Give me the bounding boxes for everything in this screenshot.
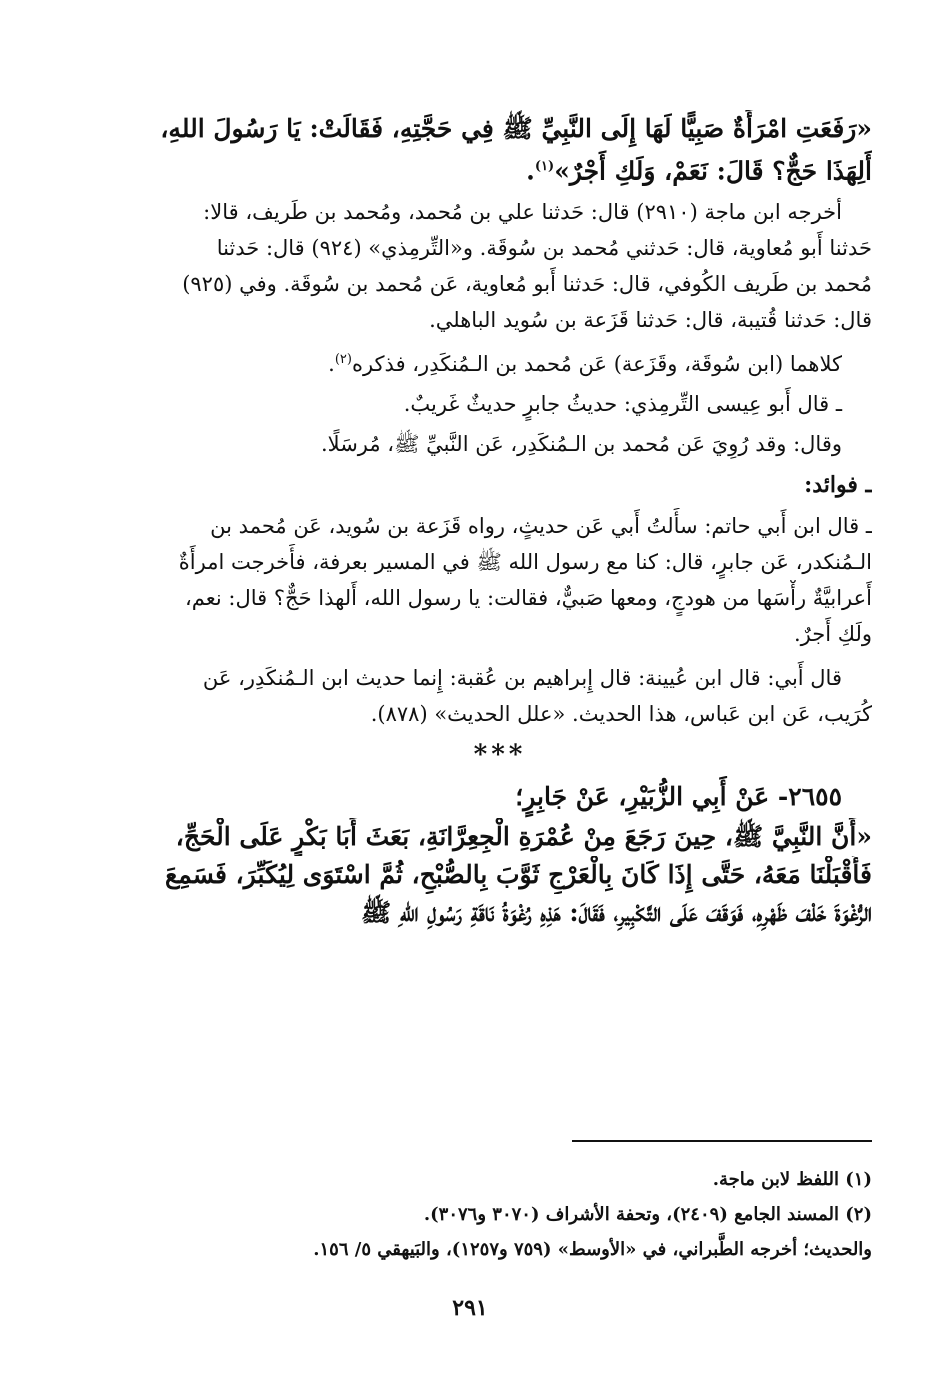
section-separator: ***: [473, 740, 527, 771]
takhrij-paragraph: [128, 194, 872, 338]
hadith-line: «رَفَعَتِ امْرَأَةٌ صَبِيًّا لَهَا إِلَى النَّبِيِّ ﷺ فِي حَجَّتِهِ، فَقَالَتْ: يَا رَسُولَ اللهِ،: [160, 114, 872, 143]
hadith-number-heading: ٢٦٥٥- عَنْ أَبِي الزُّبَيْرِ، عَنْ جَابِرٍ؛: [515, 782, 842, 812]
fawaid-line: ولَكِ أَجرٌ.: [794, 622, 872, 647]
abi-comment-line: قال أَبي: قال ابن عُيينة: قال إِبراهيم بن عُقبة: إِنما حديث ابن الـمُنكَدِر، عَن: [202, 666, 842, 691]
hadith-2655: [128, 776, 872, 932]
footnote-2: (٢) المسند الجامع (٢٤٠٩)، وتحفة الأشراف (٣٠٧٠ و٣٠٧٦).: [423, 1204, 872, 1225]
fawaid-paragraph: [128, 508, 872, 652]
hadith-line: فَأَقْبَلْنَا مَعَهُ، حَتَّى إِذَا كَانَ بِالْعَرْجِ ثَوَّبَ بِالصُّبْحِ، ثُمَّ اسْتَوَى لِيُكَبِّرَ، فَسَمِعَ: [164, 860, 872, 890]
tirmidhi-comment: ـ قال أَبو عِيسى التِّرمِذي: حديثُ جابرٍ حديثٌ غَريبٌ.: [403, 392, 842, 417]
footnote-divider: [572, 1140, 872, 1142]
footnote-ref[interactable]: (٢): [334, 352, 352, 368]
page-number: ٢٩١: [452, 1295, 488, 1321]
hadith-line: «أَنَّ النَّبِيَّ ﷺ، حِينَ رَجَعَ مِنْ عُمْرَةِ الْجِعِرَّانَةِ، بَعَثَ أَبَا بَكْرٍ عَلَى الْحَجِّ،: [175, 822, 872, 852]
page-body: [128, 110, 872, 932]
takhrij-line: قال: حَدثنا قُتيبة، قال: حَدثنا قَزَعة بن سُويد الباهلي.: [429, 308, 872, 333]
fawaid-heading: ـ فوائد:: [804, 472, 872, 499]
hadith-2654-matn: [128, 110, 872, 190]
hadith-line: [128, 148, 872, 190]
kilahuma-line: [128, 342, 872, 382]
footnotes: [128, 1162, 872, 1267]
kilahuma-end: .: [328, 352, 335, 377]
kilahuma-paragraph: [128, 342, 872, 382]
hadith-line: الرُّغْوَةَ خَلْفَ ظَهْرِهِ، فَوَقَفَ عَلَى التَّكْبِيرِ، فَقَالَ: هَذِهِ رُغْوَةُ نَاقَةِ رَسُولِ اللهِ ﷺ: [361, 898, 872, 928]
abi-comment-line: كُرَيب، عَن ابن عَباس، هذا الحديث. «علل الحديث» (٨٧٨).: [370, 702, 872, 727]
fawaid-line: أَعرابيَّةٌ رأْسَها من هودجٍ، ومعها صَبيٌّ، فقالت: يا رسول الله، أَلهذا حَجٌّ؟ قال: نعم،: [185, 586, 872, 611]
footnote-1: (١) اللفظ لابن ماجة.: [712, 1169, 872, 1190]
takhrij-line: أخرجه ابن ماجة (٢٩١٠) قال: حَدثنا علي بن مُحمد، ومُحمد بن طَريف، قالا:: [203, 200, 842, 225]
hadith-end: .: [526, 156, 535, 186]
footnote-ref[interactable]: (١): [534, 159, 555, 174]
fawaid-line: ـ قال ابن أَبي حاتم: سأَلتُ أَبي عَن حديثٍ، رواه قَزَعة بن سُويد، عَن مُحمد بن: [210, 514, 872, 539]
hadith-text: أَلِهَذَا حَجٌّ؟ قَالَ: نَعَمْ، وَلَكِ أَجْرٌ»: [554, 156, 872, 186]
kilahuma-text: كلاهما (ابن سُوقَة، وقَزَعة) عَن مُحمد بن الـمُنكَدِر، فذكره: [351, 352, 842, 377]
fawaid-line: الـمُنكدر، عَن جابرٍ، قال: كنا مع رسول الله ﷺ في المسير بعرفة، فأَخرجت امرأَةٌ: [178, 550, 872, 575]
takhrij-line: مُحمد بن طَريف الكُوفي، قال: حَدثنا أَبو مُعاوية، عَن مُحمد بن سُوقَة. وفي (٩٢٥): [182, 272, 872, 297]
footnote-2-continued: والحديث؛ أخرجه الطَّبراني، في «الأوسط» (٧٥٩ و١٢٥٧)، والبَيهقي ٥/ ١٥٦.: [313, 1239, 872, 1260]
mursal-line: وقال: وقد رُوِيَ عَن مُحمد بن الـمُنكَدِر، عَن النَّبيِّ ﷺ، مُرسَلًا.: [320, 432, 842, 457]
abi-comment-paragraph: [128, 660, 872, 732]
takhrij-line: حَدثنا أَبو مُعاوية، قال: حَدثني مُحمد بن سُوقَة. و«التِّرمِذي» (٩٢٤) قال: حَدثنا: [216, 236, 872, 261]
